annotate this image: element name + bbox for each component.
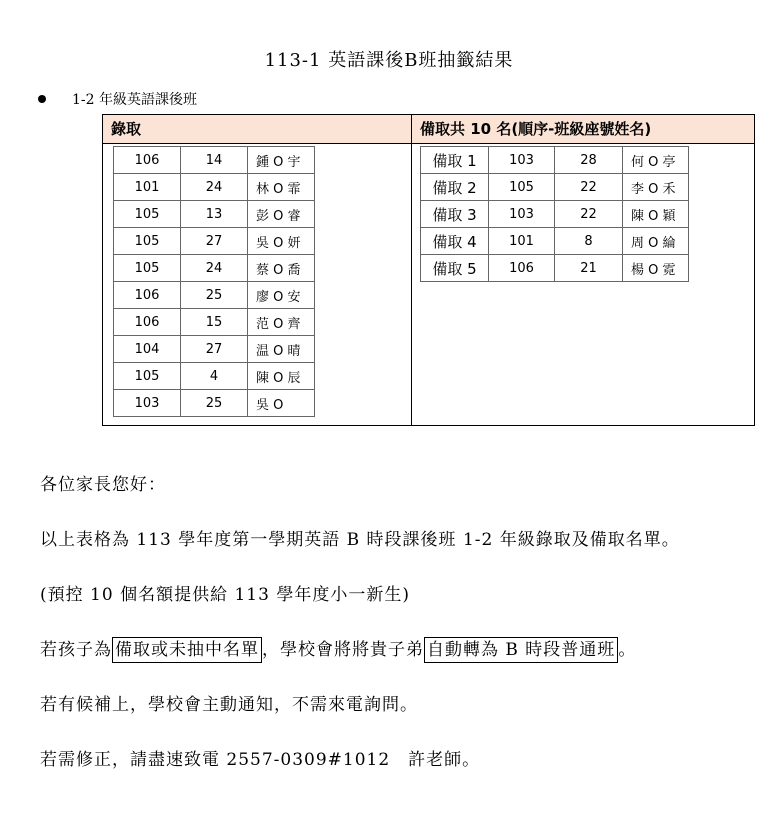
seat-cell: 14	[181, 147, 248, 174]
line3-prefix: 若孩子為	[40, 640, 112, 660]
table-row	[114, 201, 315, 228]
name-cell: 何 O 亭	[623, 147, 689, 174]
table-row	[114, 282, 315, 309]
greeting: 各位家長您好：	[40, 475, 166, 495]
table-row	[114, 309, 315, 336]
name-cell: 林 O 霏	[248, 174, 315, 201]
class-cell: 101	[489, 228, 555, 255]
class-cell: 106	[489, 255, 555, 282]
name-cell: 彭 O 睿	[248, 201, 315, 228]
seat-cell: 25	[181, 282, 248, 309]
line3-middle: ，學校會將將貴子弟	[262, 640, 424, 660]
order-cell: 備取 4	[421, 228, 489, 255]
seat-cell: 15	[181, 309, 248, 336]
table-row	[114, 228, 315, 255]
order-cell: 備取 1	[421, 147, 489, 174]
seat-cell: 27	[181, 336, 248, 363]
name-cell: 温 O 晴	[248, 336, 315, 363]
class-cell: 103	[489, 147, 555, 174]
table-row	[421, 228, 689, 255]
seat-cell: 13	[181, 201, 248, 228]
table-header-row	[103, 115, 754, 144]
seat-cell: 24	[181, 255, 248, 282]
table-row	[114, 147, 315, 174]
page-title: 113-1 英語課後B班抽籤結果	[264, 50, 514, 71]
auto-transfer-box: 自動轉為 B 時段普通班	[424, 637, 618, 663]
table-row	[421, 147, 689, 174]
class-cell: 103	[114, 390, 181, 417]
name-cell: 楊 O 霓	[623, 255, 689, 282]
section-heading	[38, 89, 197, 109]
notice-line-4: 若有候補上，學校會主動通知，不需來電詢問。	[40, 695, 418, 715]
table-row	[114, 390, 315, 417]
name-cell: 范 O 齊	[248, 309, 315, 336]
admitted-list	[113, 146, 315, 417]
seat-cell: 24	[181, 174, 248, 201]
notice-line-1: 以上表格為 113 學年度第一學期英語 B 時段課後班 1-2 年級錄取及備取名單。	[40, 530, 680, 550]
table-row	[114, 174, 315, 201]
name-cell: 廖 O 安	[248, 282, 315, 309]
name-cell: 李 O 禾	[623, 174, 689, 201]
results-table	[102, 114, 755, 426]
name-cell: 蔡 O 喬	[248, 255, 315, 282]
seat-cell: 25	[181, 390, 248, 417]
line3-suffix: 。	[618, 640, 637, 660]
waitlist-list	[420, 146, 689, 282]
name-cell: 鍾 O 宇	[248, 147, 315, 174]
section-heading-text: 1-2 年級英語課後班	[72, 92, 197, 108]
class-cell: 103	[489, 201, 555, 228]
notice-line-2: (預控 10 個名額提供給 113 學年度小一新生)	[40, 585, 410, 605]
class-cell: 106	[114, 147, 181, 174]
seat-cell: 4	[181, 363, 248, 390]
class-cell: 101	[114, 174, 181, 201]
seat-cell: 22	[555, 174, 623, 201]
order-cell: 備取 2	[421, 174, 489, 201]
class-cell: 104	[114, 336, 181, 363]
class-cell: 105	[114, 228, 181, 255]
table-row	[114, 363, 315, 390]
class-cell: 106	[114, 309, 181, 336]
name-cell: 陳 O 辰	[248, 363, 315, 390]
name-cell: 陳 O 穎	[623, 201, 689, 228]
seat-cell: 27	[181, 228, 248, 255]
notice-line-3	[40, 635, 636, 660]
name-cell: 吳 O 妍	[248, 228, 315, 255]
table-row	[421, 201, 689, 228]
table-row	[421, 174, 689, 201]
waitlist-header: 備取共 10 名(順序-班級座號姓名)	[420, 120, 652, 138]
bullet-icon	[38, 95, 46, 103]
table-row	[421, 255, 689, 282]
seat-cell: 28	[555, 147, 623, 174]
order-cell: 備取 3	[421, 201, 489, 228]
table-row	[114, 336, 315, 363]
notice-line-5: 若需修正，請盡速致電 2557-0309#1012 許老師。	[40, 750, 481, 770]
order-cell: 備取 5	[421, 255, 489, 282]
seat-cell: 8	[555, 228, 623, 255]
name-cell: 吳 O	[248, 390, 315, 417]
class-cell: 105	[489, 174, 555, 201]
column-divider	[411, 115, 412, 425]
waitlist-or-unselected-box: 備取或未抽中名單	[112, 637, 262, 663]
admitted-header: 錄取	[111, 120, 142, 138]
table-row	[114, 255, 315, 282]
name-cell: 周 O 綸	[623, 228, 689, 255]
class-cell: 105	[114, 255, 181, 282]
seat-cell: 21	[555, 255, 623, 282]
class-cell: 106	[114, 282, 181, 309]
class-cell: 105	[114, 363, 181, 390]
class-cell: 105	[114, 201, 181, 228]
seat-cell: 22	[555, 201, 623, 228]
